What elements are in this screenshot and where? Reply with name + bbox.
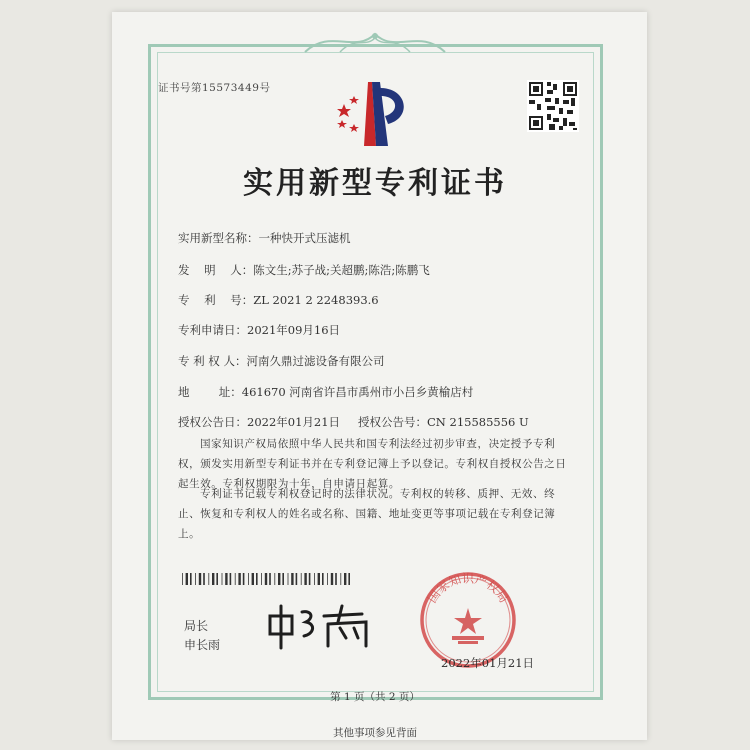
field-application-date [178, 322, 340, 338]
field-label: 实用新型名称： [178, 231, 259, 245]
seal-date: 2022年01月21日 [441, 656, 535, 670]
field-patentee [178, 353, 384, 369]
field-value: 461670 河南省许昌市禹州市小吕乡黄榆店村 [241, 385, 474, 399]
field-utility-model-name [178, 230, 351, 246]
field-patent-number [178, 292, 379, 308]
field-value: 陈文生;苏子战;关超鹏;陈浩;陈鹏飞 [253, 263, 430, 277]
field-label: 专 利 权 人： [178, 354, 247, 368]
svg-text:国家知识产权局 [425, 571, 511, 605]
top-ornament-icon [300, 28, 450, 56]
certificate-title: 实用新型专利证书 [243, 166, 507, 201]
field-inventors [178, 262, 430, 278]
field-announcement-date [178, 414, 340, 430]
field-label: 授权公告日： [178, 415, 247, 429]
field-value: 一种快开式压滤机 [258, 231, 351, 245]
page-number: 第 1 页（共 2 页） [330, 691, 420, 703]
director-name: 申长雨 [184, 638, 221, 652]
field-label: 地 址： [178, 385, 242, 399]
field-value: ZL 2021 2 2248393.6 [253, 293, 379, 307]
seal-text: 国家知识产权局 [424, 571, 512, 606]
qr-code-icon [527, 80, 579, 132]
field-value: 2021年09月16日 [247, 323, 341, 337]
statement-paragraph-2: 专利证书记载专利权登记时的法律状况。专利权的转移、质押、无效、终止、恢复和专利权人的姓名或名称、国籍、地址变更等事项记载在专利登记簿上。 [178, 488, 556, 540]
cnipa-logo-icon [330, 78, 420, 150]
statement-paragraph-1: 国家知识产权局依照中华人民共和国专利法经过初步审查，决定授予专利权，颁发实用新型专利证书并在专利登记簿上予以登记。专利权自授权公告之日起生效。专利权期限为十年，自申请日起算。 [178, 438, 567, 490]
field-value: 2022年01月21日 [247, 415, 341, 429]
certificate-number: 证书号第15573449号 [158, 82, 271, 94]
field-value: 河南久鼎过滤设备有限公司 [246, 354, 385, 368]
director-title: 局长 [184, 619, 209, 633]
director-signature-icon [262, 602, 382, 652]
field-address [178, 384, 473, 400]
field-announcement-number [358, 414, 529, 430]
barcode-icon [182, 573, 352, 585]
field-label: 专 利 号： [178, 293, 254, 307]
field-label: 授权公告号： [358, 415, 427, 429]
footer-note: 其他事项参见背面 [333, 727, 417, 739]
field-value: CN 215585556 U [427, 415, 529, 429]
field-label: 专利申请日： [178, 323, 247, 337]
field-label: 发 明 人： [178, 263, 254, 277]
